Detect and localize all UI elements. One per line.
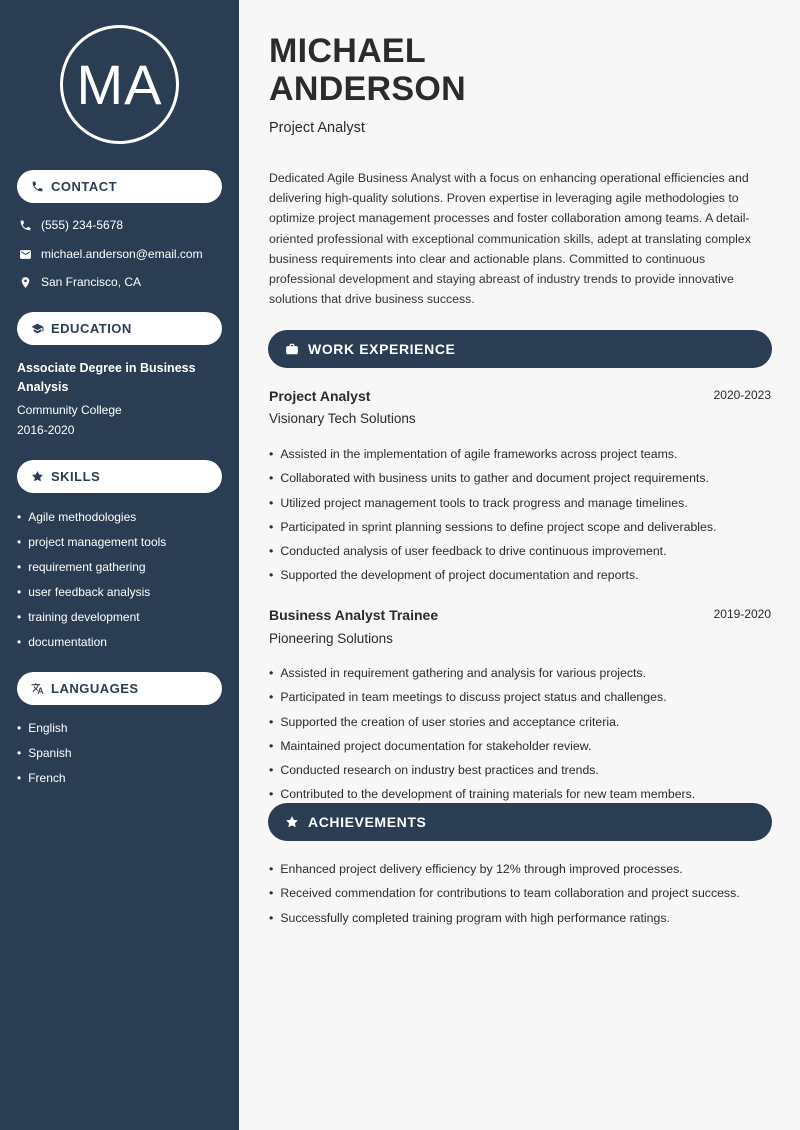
work-experience-heading-label: WORK EXPERIENCE [308, 341, 456, 357]
list-item: • Agile methodologies [17, 509, 166, 534]
star-icon [284, 814, 300, 830]
list-item: • Collaborated with business units to gather and document project requirements. [269, 470, 774, 494]
list-item: • Maintained project documentation for stakeholder review. [269, 738, 774, 762]
list-item: • training development [17, 609, 166, 634]
languages-list [17, 720, 72, 795]
profile-summary: Dedicated Agile Business Analyst with a focus on enhancing operational efficiencies and delivering high-quality solutions. Proven expertise in leveraging agile methodologies to optimize project management processes and foster collaboration among teams. A detail-oriented professional with exceptional communication skills, adept at translating complex business requirements into clear and actionable plans. Committed to continuous professional development and staying abreast of industry trends to provide innovative solutions that drive business success. [269, 171, 751, 307]
contact-heading [17, 170, 222, 203]
list-item: • Conducted analysis of user feedback to drive continuous improvement. [269, 543, 774, 567]
phone-icon [17, 217, 33, 233]
briefcase-icon [284, 341, 300, 357]
initials: MA [76, 53, 163, 116]
last-name: ANDERSON [269, 70, 466, 108]
job-title-headline: Project Analyst [269, 120, 365, 136]
skills-heading [17, 460, 222, 493]
contact-location [17, 274, 141, 290]
contact-heading-label: CONTACT [51, 179, 118, 194]
list-item: • Supported the creation of user stories and acceptance criteria. [269, 714, 774, 738]
list-item: • Spanish [17, 745, 72, 770]
job-2-bullets [269, 665, 774, 811]
list-item: • Conducted research on industry best practices and trends. [269, 762, 774, 786]
job-2-title: Business Analyst Trainee [269, 607, 439, 623]
contact-phone [17, 217, 123, 233]
education-years: 2016-2020 [17, 423, 75, 437]
skills-list [17, 509, 166, 659]
list-item: • French [17, 770, 72, 795]
phone-text: (555) 234-5678 [41, 218, 124, 232]
first-name: MICHAEL [269, 32, 426, 70]
list-item: • requirement gathering [17, 559, 166, 584]
list-item: • Received commendation for contributions to team collaboration and project success. [269, 885, 774, 909]
list-item: • Assisted in the implementation of agile frameworks across project teams. [269, 446, 774, 470]
list-item: • user feedback analysis [17, 584, 166, 609]
contact-email[interactable] [17, 246, 203, 262]
location-text: San Francisco, CA [41, 275, 142, 289]
list-item: • Assisted in requirement gathering and analysis for various projects. [269, 665, 774, 689]
job-1-bullets [269, 446, 774, 592]
list-item: • Utilized project management tools to track progress and manage timelines. [269, 495, 774, 519]
list-item: • Supported the development of project documentation and reports. [269, 567, 774, 591]
achievements-heading [268, 803, 772, 841]
envelope-icon [17, 246, 33, 262]
location-pin-icon [17, 274, 33, 290]
email-text[interactable]: michael.anderson@email.com [41, 247, 203, 261]
sidebar [0, 0, 239, 1130]
list-item: • Enhanced project delivery efficiency by 12% through improved processes. [269, 861, 774, 885]
graduation-cap-icon [30, 322, 44, 336]
list-item: • Participated in sprint planning sessions to define project scope and deliverables. [269, 519, 774, 543]
job-1-title: Project Analyst [269, 388, 371, 404]
full-name [269, 32, 466, 108]
job-1-dates: 2020-2023 [713, 388, 771, 402]
list-item: • English [17, 720, 72, 745]
job-2-dates: 2019-2020 [713, 607, 771, 621]
list-item: • Successfully completed training program with high performance ratings. [269, 910, 774, 934]
education-heading-label: EDUCATION [51, 321, 132, 336]
job-1-company: Visionary Tech Solutions [269, 411, 416, 426]
list-item: • Participated in team meetings to discuss project status and challenges. [269, 689, 774, 713]
languages-heading [17, 672, 222, 705]
translate-icon [30, 682, 44, 696]
star-icon [30, 470, 44, 484]
monogram-avatar [60, 25, 179, 144]
list-item: • project management tools [17, 534, 166, 559]
phone-icon [30, 180, 44, 194]
main-content [239, 0, 800, 1130]
achievements-heading-label: ACHIEVEMENTS [308, 814, 427, 830]
job-2-company: Pioneering Solutions [269, 631, 393, 646]
education-degree: Associate Degree in Business Analysis [17, 361, 196, 394]
education-heading [17, 312, 222, 345]
list-item: • Contributed to the development of training materials for new team members. [269, 786, 774, 810]
skills-heading-label: SKILLS [51, 469, 101, 484]
achievements-list [269, 861, 774, 934]
list-item: • documentation [17, 634, 166, 659]
work-experience-heading [268, 330, 772, 368]
languages-heading-label: LANGUAGES [51, 681, 139, 696]
education-school: Community College [17, 403, 122, 417]
